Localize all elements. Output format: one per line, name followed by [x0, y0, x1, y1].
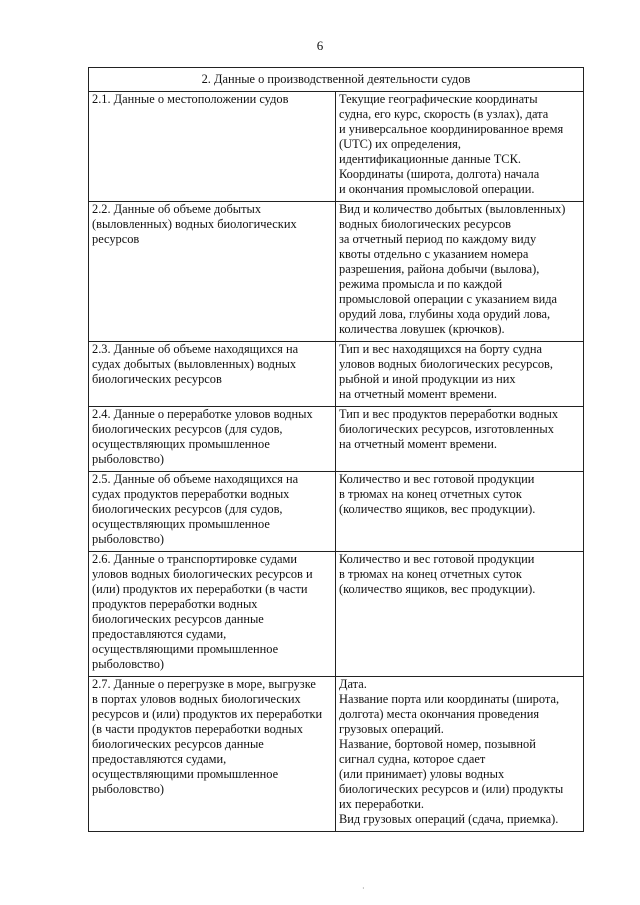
data-content-cell — [336, 202, 584, 342]
data-category-text: 2.1. Данные о местоположении судов — [92, 92, 289, 106]
section-title: 2. Данные о производственной деятельности судов — [89, 68, 584, 92]
data-content-text: Тип и вес продуктов переработки водных биологических ресурсов, изготовленных на отчетный момент времени. — [339, 407, 559, 451]
data-content-text: Количество и вес готовой продукции в трюмах на конец отчетных суток (количество ящиков, вес продукции). — [339, 472, 536, 516]
table-row — [89, 552, 584, 677]
data-content-text: Тип и вес находящихся на борту судна уловов водных биологических ресурсов, рыбной и иной продукции из них на отчетный момент времени. — [339, 342, 554, 401]
data-content-cell — [336, 472, 584, 552]
table-row — [89, 472, 584, 552]
data-content-text: Дата. Название порта или координаты (широта, долгота) места окончания проведения грузовых операций. Название, бортовой номер, позывной сигнал судна, которое сдает (или принимает) уловы водных биологических ресурсов и (или) продукты их переработки. Вид грузовых операций (сдача, приемка). — [339, 677, 564, 826]
data-content-text: Количество и вес готовой продукции в трюмах на конец отчетных суток (количество ящиков, вес продукции). — [339, 552, 536, 596]
data-category-text: 2.3. Данные об объеме находящихся на судах добытых (выловленных) водных биологических ресурсов — [92, 342, 299, 386]
data-category-cell — [89, 342, 336, 407]
table-row — [89, 92, 584, 202]
data-category-cell — [89, 202, 336, 342]
data-category-text: 2.4. Данные о переработке уловов водных биологических ресурсов (для судов, осуществляющих промышленное рыболовство) — [92, 407, 313, 466]
data-category-cell — [89, 552, 336, 677]
data-content-cell — [336, 407, 584, 472]
table-row — [89, 202, 584, 342]
data-category-text: 2.7. Данные о перегрузке в море, выгрузке в портах уловов водных биологических ресурсов и (или) продуктов их переработки (в части продуктов переработки водных биологических ресурсов данные предоставляются судами, осуществляющими промышленное рыболовство) — [92, 677, 323, 796]
data-category-text: 2.5. Данные об объеме находящихся на судах продуктов переработки водных биологических ресурсов (для судов, осуществляющих промышленное рыболовство) — [92, 472, 299, 546]
production-data-table — [88, 67, 584, 832]
data-category-text: 2.2. Данные об объеме добытых (выловленных) водных биологических ресурсов — [92, 202, 297, 246]
section-header-row — [89, 68, 584, 92]
scan-dot: · — [362, 884, 365, 893]
data-category-text: 2.6. Данные о транспортировке судами уловов водных биологических ресурсов и (или) продуктов их переработки (в части продуктов переработки водных биологических ресурсов данные предоставляются судами, осуществляющими промышленное рыболовство) — [92, 552, 313, 671]
table-row — [89, 407, 584, 472]
data-content-cell — [336, 677, 584, 832]
data-category-cell — [89, 407, 336, 472]
data-content-cell — [336, 92, 584, 202]
data-content-text: Текущие географические координаты судна, его курс, скорость (в узлах), дата и универсальное координированное время (UTC) их определения, идентификационные данные ТСК. Координаты (широта, долгота) начала и окончания промысловой операции. — [339, 92, 564, 196]
data-category-cell — [89, 92, 336, 202]
data-category-cell — [89, 677, 336, 832]
table-row — [89, 677, 584, 832]
data-content-cell — [336, 342, 584, 407]
data-category-cell — [89, 472, 336, 552]
page-number: 6 — [316, 38, 324, 53]
table-row — [89, 342, 584, 407]
data-content-text: Вид и количество добытых (выловленных) водных биологических ресурсов за отчетный период по каждому виду квоты отдельно с указанием номера разрешения, района добычи (вылова), режима промысла и по каждой промысловой операции с указанием вида орудий лова, глубины хода орудий лова, количества ловушек (крючков). — [339, 202, 566, 336]
data-content-cell — [336, 552, 584, 677]
